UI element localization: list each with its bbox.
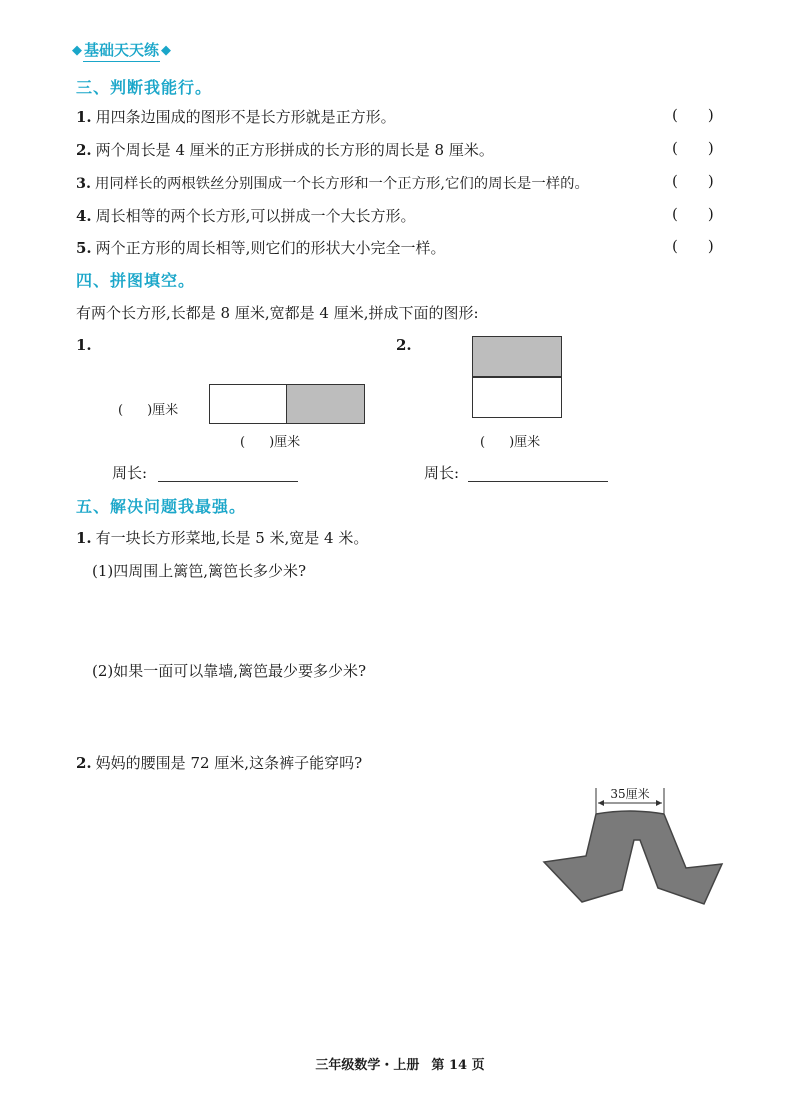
- problem-1-sub-2: (2)如果一面可以靠墙,篱笆最少要多少米?: [92, 662, 367, 680]
- item-number: 1.: [76, 108, 92, 126]
- item-number: 5.: [76, 239, 92, 257]
- figure-2-perimeter-label: 周长:: [424, 464, 460, 482]
- section-4-title: 四、拼图填空。: [76, 271, 196, 290]
- figure-1-number: 1.: [76, 336, 92, 354]
- answer-blank-2[interactable]: ( ): [672, 139, 714, 157]
- banner-text: 基础天天练: [83, 39, 160, 62]
- footer-book: 三年级数学・上册: [315, 1058, 420, 1073]
- pants-illustration: [536, 778, 736, 908]
- figure-1-rect-grey: [286, 384, 365, 424]
- figure-1-bottom-blank[interactable]: ( )厘米: [240, 435, 301, 450]
- problem-1-sub-1: (1)四周围上篱笆,篱笆长多少米?: [92, 562, 307, 580]
- unit-label: 厘米: [152, 403, 179, 418]
- figure-1-perimeter-answer-line[interactable]: [158, 480, 298, 482]
- answer-blank-1[interactable]: ( ): [672, 106, 714, 124]
- pants-shape: [544, 811, 722, 904]
- item-number: 4.: [76, 207, 92, 225]
- problem-1: [76, 527, 368, 548]
- figure-1-perimeter-label: 周长:: [112, 464, 148, 482]
- figure-2-rect-grey: [472, 336, 562, 378]
- item-number: 2.: [76, 141, 92, 159]
- judge-item-2: [76, 139, 494, 160]
- unit-label: 厘米: [514, 435, 541, 450]
- judge-item-5: [76, 237, 445, 258]
- figure-2-number: 2.: [396, 336, 412, 354]
- section-5-title: 五、解决问题我最强。: [76, 497, 247, 516]
- section-4-intro: 有两个长方形,长都是 8 厘米,宽都是 4 厘米,拼成下面的图形:: [76, 304, 479, 322]
- diamond-icon: ◆: [161, 42, 172, 58]
- item-text: 用四条边围成的图形不是长方形就是正方形。: [95, 108, 396, 126]
- judge-item-3: [76, 172, 589, 193]
- item-text: 周长相等的两个长方形,可以拼成一个大长方形。: [95, 207, 416, 225]
- item-text: 两个正方形的周长相等,则它们的形状大小完全一样。: [95, 239, 446, 257]
- judge-item-1: [76, 106, 396, 127]
- figure-2-bottom-blank[interactable]: ( )厘米: [480, 435, 541, 450]
- answer-blank-4[interactable]: ( ): [672, 205, 714, 223]
- page-footer: [0, 1054, 800, 1073]
- problem-text: 有一块长方形菜地,长是 5 米,宽是 4 米。: [95, 529, 369, 547]
- answer-blank-3[interactable]: ( ): [672, 172, 714, 190]
- problem-2: [76, 752, 362, 773]
- figure-1-side-blank[interactable]: ( )厘米: [118, 403, 179, 418]
- waist-label: 35厘米: [610, 787, 650, 801]
- unit-label: 厘米: [274, 435, 301, 450]
- figure-2-perimeter-answer-line[interactable]: [468, 480, 608, 482]
- section-3-title: 三、判断我能行。: [76, 78, 213, 97]
- problem-text: 妈妈的腰围是 72 厘米,这条裤子能穿吗?: [95, 754, 363, 772]
- item-text: 用同样长的两根铁丝分别围成一个长方形和一个正方形,它们的周长是一样的。: [95, 176, 589, 192]
- section-banner: [72, 39, 171, 61]
- footer-page: 第 14 页: [431, 1058, 485, 1073]
- diamond-icon: ◆: [72, 42, 82, 58]
- problem-number: 1.: [76, 529, 92, 547]
- figure-2-rect-white: [472, 376, 562, 418]
- figure-1-rect-white: [209, 384, 288, 424]
- answer-blank-5[interactable]: ( ): [672, 237, 714, 255]
- problem-number: 2.: [76, 754, 92, 772]
- item-text: 两个周长是 4 厘米的正方形拼成的长方形的周长是 8 厘米。: [95, 141, 494, 159]
- judge-item-4: [76, 205, 415, 226]
- item-number: 3.: [76, 175, 92, 192]
